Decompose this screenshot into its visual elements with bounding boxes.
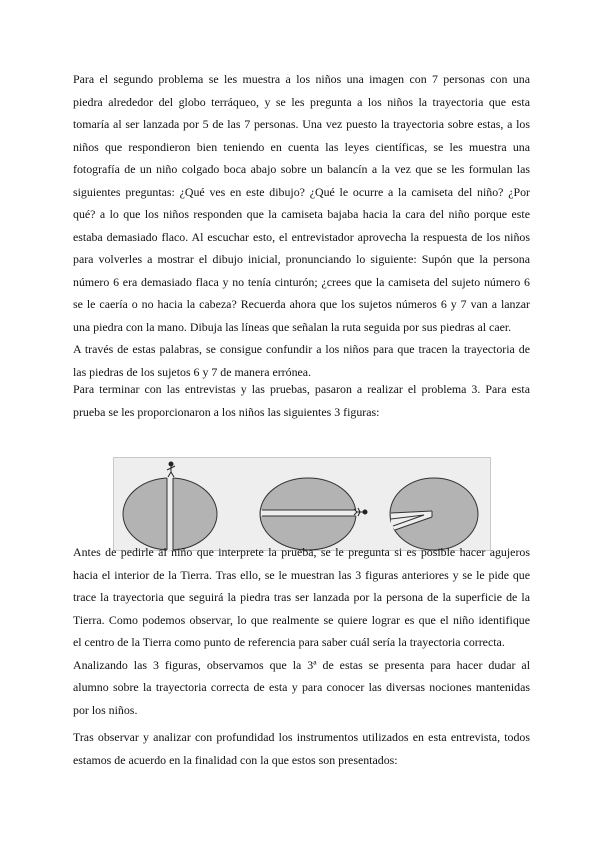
split-earth-figure xyxy=(123,462,217,552)
paragraph-problem-3-intro xyxy=(73,378,530,423)
text-line: las piedras de los sujetos 6 y 7 de manera errónea. xyxy=(73,364,312,379)
text-line: estaba demasiado flaco. Al escuchar esto, el entrevistador aprovecha la respuesta de los niños xyxy=(73,229,530,244)
text-line: piedra alrededor del globo terráqueo, y se les pregunta a los niños la trayectoria que esta xyxy=(73,94,530,109)
text-line: niños que respondieron bien teniendo en cuenta las leyes científicas, se les muestra una xyxy=(73,139,530,154)
text-line: se le caería o no hacia la cabeza? Recuerda ahora que los sujetos números 6 y 7 van a lanzar xyxy=(73,297,530,311)
text-line: por los niños. xyxy=(73,702,138,717)
text-line: Para el segundo problema se les muestra a los niños una imagen con 7 personas con una xyxy=(73,72,530,86)
text-line: Antes de pedirle al niño que interprete la prueba, se le pregunta si es posible hacer agujeros xyxy=(73,545,530,559)
paragraph-conclusion xyxy=(73,726,530,771)
text-line: prueba se les proporcionaron a los niños las siguientes 3 figuras: xyxy=(73,404,380,419)
text-line: para volverles a mostrar el dibujo inicial, pronunciando lo siguiente: Supón que la persona xyxy=(73,252,530,266)
text-line: hacia el interior de la Tierra. Tras ello, se le muestran las 3 figuras anteriores y se le pide que xyxy=(73,567,530,582)
paragraph-problem-2 xyxy=(73,68,530,383)
text-line: fotografía de un niño colgado boca abajo sobre un balancín a la vez que se les formulan las xyxy=(73,162,530,176)
text-line: trace la trayectoria que seguirá la piedra tras ser lanzada por la persona de la superficie de la xyxy=(73,590,530,604)
text-line: tomaría al ser lanzada por 5 de las 7 personas. Una vez puesto la trayectoria sobre estas, a los xyxy=(73,117,530,131)
text-line: alumno sobre la trayectoria correcta de esta y para conocer las diversas nociones mantenidas xyxy=(73,680,530,694)
text-line: Tierra. Como podemos observar, lo que realmente se quiere lograr es que el niño identifique xyxy=(73,612,530,627)
text-line: A través de estas palabras, se consigue confundir a los niños para que tracen la trayectoria de xyxy=(73,342,530,356)
text-line: una piedra con la mano. Dibuja las líneas que señalan la ruta seguida por sus piedras al caer. xyxy=(73,319,512,334)
three-earth-figures xyxy=(113,457,491,551)
text-line: número 6 era demasiado flaca y no tenía cinturón; ¿crees que la camiseta del sujeto número 6 xyxy=(73,274,530,289)
paragraph-problem-3-analysis xyxy=(73,541,530,721)
text-line: qué? a lo que los niños responden que la camiseta bajaba hacia la cara del niño porque este xyxy=(73,207,530,221)
text-line: Tras observar y analizar con profundidad los instrumentos utilizados en esta entrevista, todos xyxy=(73,730,530,744)
person-figure-icon xyxy=(167,462,175,477)
text-line: estamos de acuerdo en la finalidad con la que estos son presentados: xyxy=(73,752,398,767)
horizontal-tunnel-earth-figure xyxy=(260,478,367,550)
text-line: Analizando las 3 figuras, observamos que la 3ª de estas se presenta para hacer dudar al xyxy=(73,657,530,672)
text-line: el centro de la Tierra como punto de referencia para saber cuál sería la trayectoria correcta. xyxy=(73,635,505,649)
text-line: Para terminar con las entrevistas y las pruebas, pasaron a realizar el problema 3. Para esta xyxy=(73,382,530,396)
text-line: siguientes preguntas: ¿Qué ves en este dibujo? ¿Qué le ocurre a la camiseta del niño? ¿Por xyxy=(73,184,530,199)
bent-tunnel-earth-figure xyxy=(390,478,478,550)
